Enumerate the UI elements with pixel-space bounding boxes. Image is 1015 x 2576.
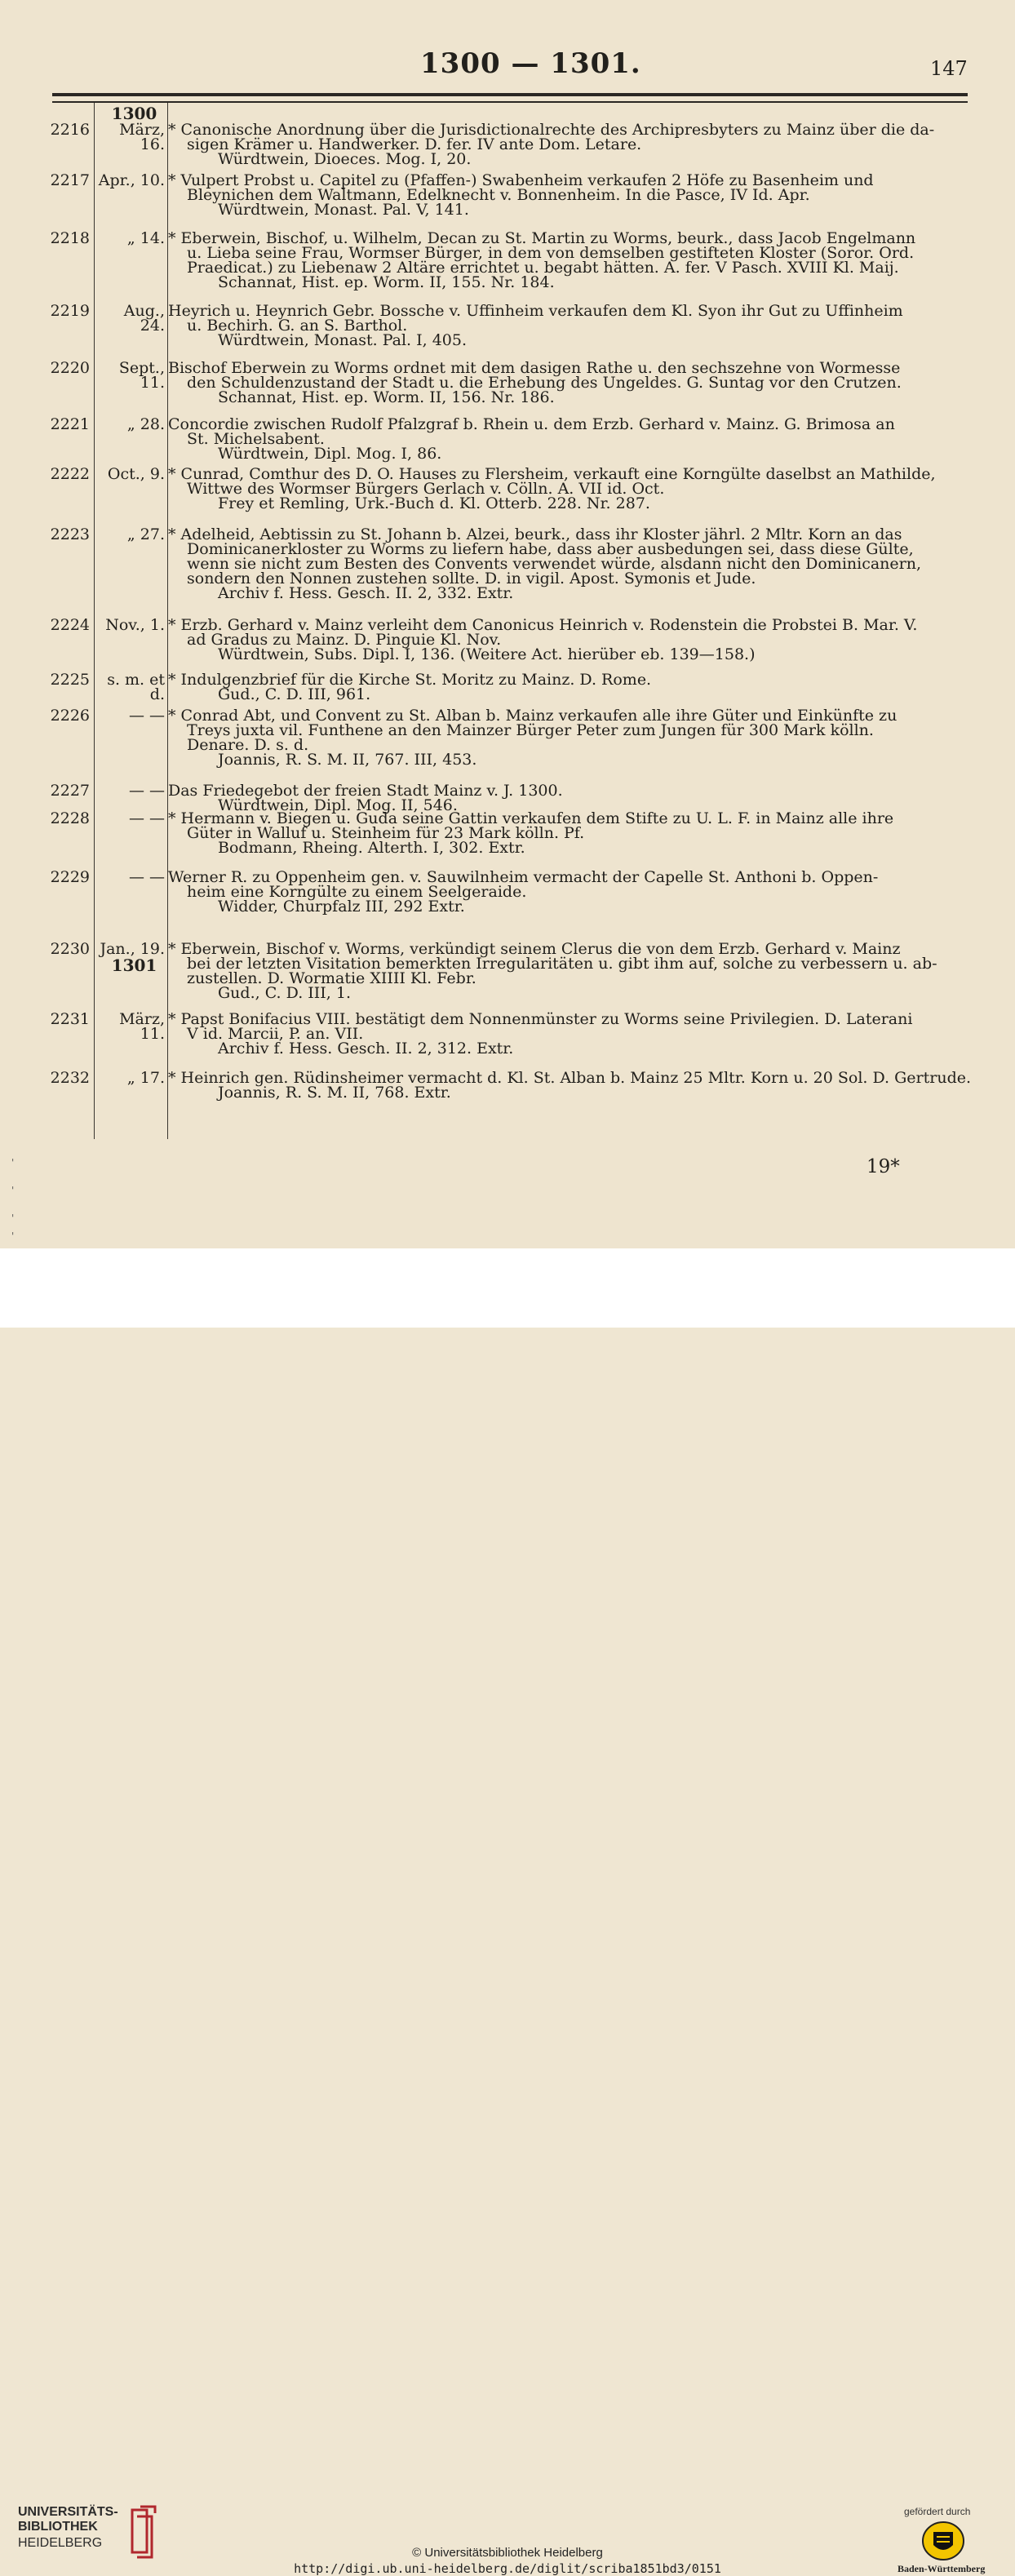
entry-date: Apr., 10. bbox=[98, 171, 165, 189]
entry-source-line: Archiv f. Hess. Gesch. II. 2, 312. Extr. bbox=[218, 1040, 514, 1057]
entry-number: 2229 bbox=[50, 868, 90, 886]
margin-mark: ' bbox=[11, 1230, 15, 1242]
library-name: UNIVERSITÄTS- BIBLIOTHEK bbox=[18, 2505, 118, 2534]
entry-number: 2220 bbox=[50, 359, 90, 377]
entry-number: 2232 bbox=[50, 1069, 90, 1087]
entry-date: „ 14. bbox=[126, 229, 165, 247]
entry-date: Jan., 19. bbox=[100, 940, 165, 958]
year-heading-1300: 1300 bbox=[111, 104, 157, 123]
entry-number: 2231 bbox=[50, 1010, 90, 1028]
entry-text-line: Heyrich u. Heynrich Gebr. Bossche v. Uffinheim verkaufen dem Kl. Syon ihr Gut zu Uffinheim bbox=[168, 302, 903, 320]
entry-text bbox=[168, 708, 966, 767]
entry-text bbox=[168, 304, 966, 348]
entry-text bbox=[168, 811, 966, 855]
entry-text-line: * Vulpert Probst u. Capitel zu (Pfaffen-) Swabenheim verkaufen 2 Höfe zu Basenheim und bbox=[168, 171, 874, 189]
entry-date: Nov., 1. bbox=[105, 616, 165, 634]
entry-text-line: * Papst Bonifacius VIII. bestätigt dem Nonnenmünster zu Worms seine Privilegien. D. Laterani bbox=[168, 1010, 913, 1028]
entry-source-line: Schannat, Hist. ep. Worm. II, 156. Nr. 186. bbox=[218, 388, 555, 406]
entry-text bbox=[168, 1012, 966, 1056]
entry-number: 2230 bbox=[50, 940, 90, 958]
entry-source-line: Joannis, R. S. M. II, 767. III, 453. bbox=[218, 751, 477, 769]
entry-number: 2218 bbox=[50, 229, 90, 247]
entry-number: 2226 bbox=[50, 707, 90, 725]
entry-text-line: * Eberwein, Bischof, u. Wilhelm, Decan zu St. Martin zu Worms, beurk., dass Jacob Engelmann bbox=[168, 229, 916, 247]
entry-text-line: Concordie zwischen Rudolf Pfalzgraf b. Rhein u. dem Erzb. Gerhard v. Mainz. G. Brimosa an bbox=[168, 415, 895, 433]
entry-source-line: Würdtwein, Dipl. Mog. II, 546. bbox=[218, 796, 458, 814]
entry-source-line: Frey et Remling, Urk.-Buch d. Kl. Otterb. 228. Nr. 287. bbox=[218, 494, 650, 512]
entry-text bbox=[168, 1069, 972, 1102]
entry-text-line: Bleynichen dem Waltmann, Edelknecht v. Bonnenheim. In die Pasce, IV Id. Apr. bbox=[187, 186, 810, 204]
scanned-page bbox=[0, 0, 1015, 1248]
margin-mark: ' bbox=[11, 1157, 15, 1168]
digitization-footer bbox=[0, 1248, 1015, 2576]
entry-text-line: * Heinrich gen. Rüdinsheimer vermacht d. Kl. St. Alban b. Mainz 25 Mltr. Korn u. 20 Sol. D. Gertrude. bbox=[168, 1069, 972, 1087]
entry-text-line: heim eine Korngülte zu einem Seelgeraide. bbox=[187, 883, 527, 901]
entry-source-line: Würdtwein, Subs. Dipl. I, 136. (Weitere Act. hierüber eb. 139—158.) bbox=[218, 645, 756, 663]
entry-date: Aug., 24. bbox=[123, 302, 165, 335]
entry-number: 2217 bbox=[50, 171, 90, 189]
entry-text-line: * Indulgenzbrief für die Kirche St. Moritz zu Mainz. D. Rome. bbox=[168, 671, 652, 689]
entry-text-line: sondern den Nonnen zustehen sollte. D. in vigil. Apost. Symonis et Jude. bbox=[187, 570, 756, 587]
entry-text-line: * Hermann v. Biegen u. Guda seine Gattin verkaufen dem Stifte zu U. L. F. in Mainz alle ihre bbox=[168, 809, 894, 827]
entry-text bbox=[168, 942, 966, 1000]
entry-number: 2224 bbox=[50, 616, 90, 634]
entry-number: 2219 bbox=[50, 302, 90, 320]
entry-text-line: u. Bechirh. G. an S. Barthol. bbox=[187, 317, 408, 335]
entry-number: 2225 bbox=[50, 671, 90, 689]
entry-text-line: Güter in Walluf u. Steinheim für 23 Mark kölln. Pf. bbox=[187, 824, 585, 842]
entry-text-line: Werner R. zu Oppenheim gen. v. Sauwilnheim vermacht der Capelle St. Anthoni b. Oppen- bbox=[168, 868, 879, 886]
entry-text-line: * Cunrad, Comthur des D. O. Hauses zu Flersheim, verkauft eine Korngülte daselbst an Mathilde, bbox=[168, 465, 936, 483]
entry-text-line: Bischof Eberwein zu Worms ordnet mit dem dasigen Rathe u. den sechszehne von Wormesse bbox=[168, 359, 901, 377]
entry-date: Sept., 11. bbox=[118, 359, 165, 392]
entry-text-line: u. Lieba seine Frau, Wormser Bürger, in dem von demselben gestifteten Kloster (Soror. Ord. bbox=[187, 244, 915, 262]
signature-mark: 19* bbox=[867, 1156, 900, 1177]
entry-text-line: Denare. D. s. d. bbox=[187, 736, 309, 754]
entry-text-line: Das Friedegebot der freien Stadt Mainz v. J. 1300. bbox=[168, 782, 563, 800]
margin-mark: ' bbox=[11, 1185, 15, 1196]
entry-source-line: Schannat, Hist. ep. Worm. II, 155. Nr. 184. bbox=[218, 273, 555, 291]
entry-number: 2228 bbox=[50, 809, 90, 827]
entry-text-line: zustellen. D. Wormatie XIIII Kl. Febr. bbox=[187, 969, 476, 987]
entry-text-line: Wittwe des Wormser Bürgers Gerlach v. Cölln. A. VII id. Oct. bbox=[187, 480, 665, 498]
entry-date: „ 28. bbox=[126, 415, 165, 433]
funded-by-label: gefördert durch bbox=[904, 2506, 971, 2517]
entry-text-line: sigen Krämer u. Handwerker. D. fer. IV ante Dom. Letare. bbox=[187, 135, 642, 153]
entry-date: — — bbox=[128, 809, 165, 827]
entry-source-line: Würdtwein, Dioeces. Mog. I, 20. bbox=[218, 150, 472, 168]
year-heading-1301: 1301 bbox=[111, 955, 157, 975]
entry-text-line: * Adelheid, Aebtissin zu St. Johann b. Alzei, beurk., dass ihr Kloster jährl. 2 Mltr. Korn an das bbox=[168, 525, 902, 543]
entry-text-line: St. Michelsabent. bbox=[187, 430, 325, 448]
entry-text bbox=[168, 870, 966, 914]
entry-text bbox=[168, 361, 966, 405]
entry-source-line: Würdtwein, Dipl. Mog. I, 86. bbox=[218, 445, 442, 463]
entry-text bbox=[168, 672, 966, 702]
entry-source-line: Gud., C. D. III, 961. bbox=[218, 685, 371, 703]
permalink-url[interactable]: http://digi.ub.uni-heidelberg.de/diglit/scriba1851bd3/0151 bbox=[294, 2561, 721, 2576]
entry-text-line: * Conrad Abt, und Convent zu St. Alban b. Mainz verkaufen alle ihre Güter und Einkünfte zu bbox=[168, 707, 898, 725]
entry-text-line: ad Gradus zu Mainz. D. Pinguie Kl. Nov. bbox=[187, 631, 502, 649]
entry-date: — — bbox=[128, 868, 165, 886]
entry-number: 2223 bbox=[50, 525, 90, 543]
entry-date: s. m. et d. bbox=[107, 671, 165, 703]
funder-name: Baden-Württemberg bbox=[898, 2563, 986, 2574]
entry-source-line: Archiv f. Hess. Gesch. II. 2, 332. Extr. bbox=[218, 584, 514, 602]
page-heading: 1300 — 1301. bbox=[420, 47, 641, 80]
entry-text-line: V id. Marcii, P. an. VII. bbox=[187, 1025, 364, 1043]
column-divider-number bbox=[94, 103, 95, 1139]
margin-mark: ' bbox=[11, 1213, 15, 1224]
entry-text-line: den Schuldenzustand der Stadt u. die Erhebung des Ungeldes. G. Suntag vor den Crutzen. bbox=[187, 374, 902, 392]
copyright-notice: © Universitätsbibliothek Heidelberg bbox=[412, 2546, 603, 2560]
entry-text-line: Dominicanerkloster zu Worms zu liefern habe, dass aber ausbedungen sei, dass diese Gülte, bbox=[187, 540, 914, 558]
entry-text-line: wenn sie nicht zum Besten des Convents verwendet würde, alsdann nicht den Dominicanern, bbox=[187, 555, 922, 573]
entry-text-line: Treys juxta vil. Funthene an den Mainzer Bürger Peter zum Jungen für 300 Mark kölln. bbox=[187, 721, 874, 739]
library-city: HEIDELBERG bbox=[18, 2536, 103, 2550]
entry-source-line: Gud., C. D. III, 1. bbox=[218, 984, 351, 1002]
entry-number: 2216 bbox=[50, 121, 90, 139]
entry-date: Oct., 9. bbox=[107, 465, 165, 483]
header-rule-thin bbox=[52, 101, 968, 103]
entry-source-line: Würdtwein, Monast. Pal. V, 141. bbox=[218, 201, 469, 219]
entry-text bbox=[168, 618, 966, 662]
entry-source-line: Joannis, R. S. M. II, 768. Extr. bbox=[218, 1084, 451, 1102]
entry-date: „ 27. bbox=[126, 525, 165, 543]
entry-text bbox=[168, 417, 966, 461]
entry-text bbox=[168, 467, 966, 511]
entry-source-line: Bodmann, Rheing. Alterth. I, 302. Extr. bbox=[218, 839, 525, 857]
entry-text bbox=[168, 783, 966, 813]
entry-date: März, 11. bbox=[119, 1010, 165, 1043]
baden-wuerttemberg-logo[interactable] bbox=[922, 2521, 964, 2561]
entry-text bbox=[168, 231, 966, 290]
entry-number: 2227 bbox=[50, 782, 90, 800]
entry-number: 2222 bbox=[50, 465, 90, 483]
entry-text bbox=[168, 173, 966, 217]
entry-date: — — bbox=[128, 707, 165, 725]
entry-text-line: Praedicat.) zu Liebenaw 2 Altäre errichtet u. begabt hätten. A. fer. V Pasch. XVIII Kl. Maij. bbox=[187, 259, 899, 277]
entry-date: März, 16. bbox=[119, 121, 165, 153]
entry-source-line: Würdtwein, Monast. Pal. I, 405. bbox=[218, 331, 468, 349]
entry-text bbox=[168, 527, 966, 601]
entry-number: 2221 bbox=[50, 415, 90, 433]
entry-text-line: bei der letzten Visitation bemerkten Irregularitäten u. gibt ihm auf, solche zu verbessern u. ab- bbox=[187, 955, 937, 973]
entry-text-line: * Erzb. Gerhard v. Mainz verleiht dem Canonicus Heinrich v. Rodenstein die Probstei B. Mar. V. bbox=[168, 616, 918, 634]
entry-text bbox=[168, 122, 966, 166]
entry-source-line: Widder, Churpfalz III, 292 Extr. bbox=[218, 898, 465, 916]
entry-text-line: * Canonische Anordnung über die Jurisdictionalrechte des Archipresbyters zu Mainz über die da- bbox=[168, 121, 935, 139]
entry-text-line: * Eberwein, Bischof v. Worms, verkündigt seinem Clerus die von dem Erzb. Gerhard v. Mainz bbox=[168, 940, 901, 958]
entry-date: „ 17. bbox=[126, 1069, 165, 1087]
entry-date: — — bbox=[128, 782, 165, 800]
page-number: 147 bbox=[930, 57, 968, 80]
header-rule-thick bbox=[52, 93, 968, 96]
